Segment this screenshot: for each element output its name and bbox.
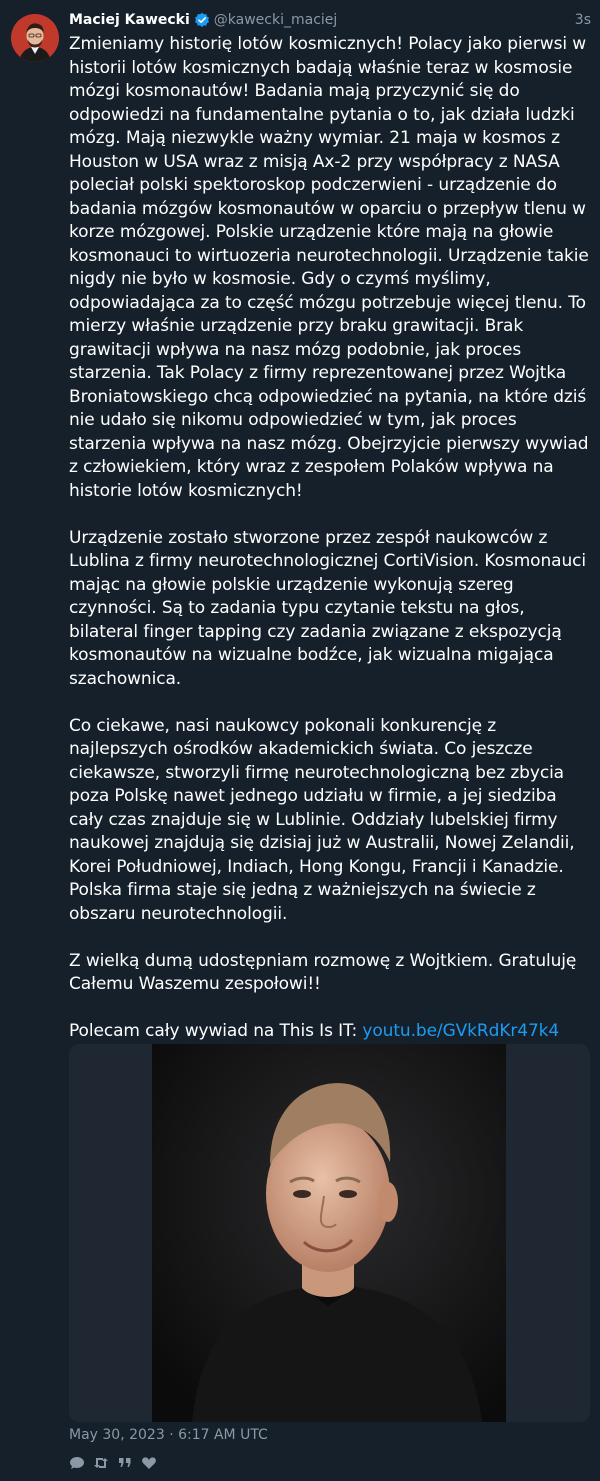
tweet-text [69,33,593,1044]
reply-icon[interactable] [69,1455,85,1471]
tweet-timestamp[interactable]: May 30, 2023 · 6:17 AM UTC [69,1427,268,1443]
tweet-paragraph: Urządzenie zostało stworzone przez zespół naukowców z Lublina z firmy neurotechnologicznej CortiVision. Kosmonauci mając na głowie polskie urządzenie wykonują szereg czynności. Są to zadania typu czytanie tekstu na głos, bilateral finger tapping czy zadania związane z ekspozycją kosmonautów na wizualne bodźce, jak wizualna migająca szachownica. [69,527,586,689]
link-prefix: Polecam cały wywiad na This Is IT: [69,1021,363,1041]
author-name[interactable]: Maciej Kawecki [69,12,190,28]
like-icon[interactable] [141,1455,157,1471]
youtube-link[interactable]: youtu.be/GVkRdKr47k4 [362,1021,560,1041]
tweet-paragraph: Z wielką dumą udostępniam rozmowę z Wojtkiem. Gratuluję Całemu Waszemu zespołowi!! [69,950,577,994]
tweet-link-line [69,1020,593,1044]
relative-time[interactable]: 3s [574,12,591,28]
quote-icon[interactable] [117,1455,133,1471]
tweet-header [69,9,591,31]
tweet-paragraph: Co ciekawe, nasi naukowcy pokonali konkurencję z najlepszych ośrodków akademickich świata. Co jeszcze ciekawsze, stworzyli firmę neurotechnologiczną bez zbycia poza Polskę nawet jednego udziału w firmie, a jej siedziba cały czas znajduje się w Lublinie. Oddziały lubelskiej firmy naukowej znajdują się dzisiaj już w Australii, Nowej Zelandii, Korei Południowej, Indiach, Hong Kongu, Francji i Kanadzie. Polska firma staje się jedną z ważniejszych na świecie z obszaru neurotechnologii. [69,715,575,924]
retweet-icon[interactable] [93,1455,109,1471]
photo[interactable] [152,1044,506,1422]
verified-badge-icon [194,12,210,28]
tweet-actions [69,1455,157,1471]
tweet-paragraph: Zmieniamy historię lotów kosmicznych! Polacy jako pierwsi w historii lotów kosmicznych badają właśnie teraz w kosmosie mózgi kosmonautów! Badania mają przyczynić się do odpowiedzi na fundamentalne pytania o to, jak działa ludzki mózg. Mają niezwykle ważny wymiar. 21 maja w kosmos z Houston w USA wraz z misją Ax-2 przy współpracy z NASA poleciał polski spektoroskop podczerwieni - urządzenie do badania mózgów kosmonautów w oparciu o przepływ tlenu w korze mózgowej. Polskie urządzenie które mają na głowie kosmonauci to wirtuozeria neurotechnologii. Urządzenie takie nigdy nie było w kosmosie. Gdy o czymś myślimy, odpowiadająca za to część mózgu potrzebuje więcej tlenu. To mierzy właśnie urządzenie przy braku grawitacji. Brak grawitacji wpływa na nasz mózg podobnie, jak proces starzenia. Tak Polacy z firmy reprezentowanej przez Wojtka Broniatowskiego chcą odpowiedzieć na pytania, na które dziś nie udało się nikomu odpowiedzieć w tym, jak proces starzenia wpływa na nasz mózg. Obejrzyjcie pierwszy wywiad z człowiekiem, który wraz z zespołem Polaków wpływa na historie lotów kosmicznych! [69,34,589,501]
avatar[interactable] [11,14,59,62]
media-attachment[interactable] [69,1044,590,1422]
author-handle[interactable]: @kawecki_maciej [213,12,338,28]
